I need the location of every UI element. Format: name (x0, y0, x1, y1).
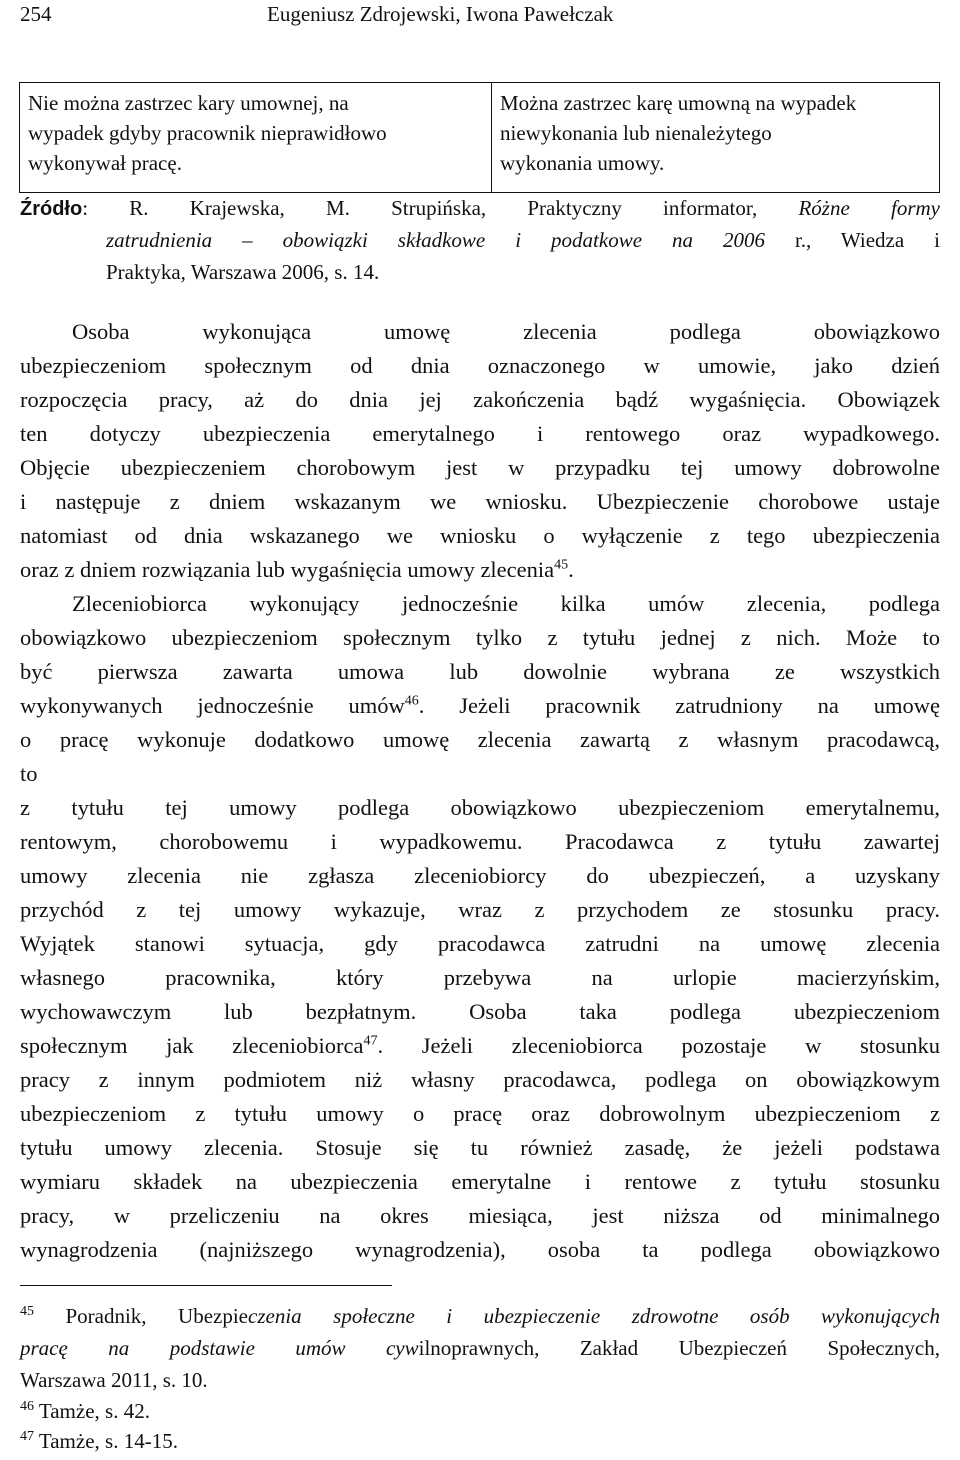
footnote-reference: 46 (404, 693, 419, 709)
body-line-text: . (568, 557, 574, 582)
running-head-authors: Eugeniusz Zdrojewski, Iwona Pawełczak (267, 2, 614, 26)
footnote-46 (20, 1396, 940, 1426)
cell-line: niewykonania lub nienależytego (500, 121, 772, 145)
footnote-text-italic: pracę na podstawie umów cyw (20, 1336, 419, 1360)
body-line (20, 1097, 940, 1131)
body-line-text: rozpoczęcia pracy, aż do dnia jej zakończenia bądź wygaśnięcia. Obowiązek (20, 387, 940, 412)
footnote-number: 46 (20, 1399, 34, 1414)
body-line (20, 1199, 940, 1233)
source-title-italic: Różne formy (798, 196, 940, 220)
body-line-text: społecznym jak zleceniobiorca (20, 1033, 364, 1058)
body-line-text: z tytułu tej umowy podlega obowiązkowo ubezpieczeniom emerytalnemu, (20, 795, 940, 820)
page-header (20, 0, 940, 30)
footnote-reference: 47 (363, 1033, 378, 1049)
body-line-text: . Jeżeli pracownik zatrudniony na umowę (418, 693, 940, 718)
body-line (20, 961, 940, 995)
footnote-text: Tamże, s. 42. (38, 1399, 150, 1423)
cell-line: Nie można zastrzec kary umownej, na (28, 91, 349, 115)
body-line (20, 519, 940, 553)
body-line (20, 927, 940, 961)
body-line (20, 655, 940, 689)
footnote-45-line-3: Warszawa 2011, s. 10. (20, 1368, 208, 1392)
body-line (20, 1063, 940, 1097)
body-line (20, 485, 940, 519)
body-line-text: Wyjątek stanowi sytuacja, gdy pracodawca zatrudni na umowę zlecenia (20, 931, 940, 956)
body-line-text: pracy z innym podmiotem niż własny pracodawca, podlega on obowiązkowym (20, 1067, 940, 1092)
body-line (20, 995, 940, 1029)
body-line (20, 1131, 940, 1165)
body-line (20, 1029, 940, 1063)
body-line (20, 723, 940, 757)
source-line-2 (20, 224, 940, 256)
source-text: : R. Krajewska, M. Strupińska, Praktyczny informator, (82, 196, 758, 220)
body-line (20, 383, 940, 417)
source-label: Źródło (20, 198, 83, 220)
body-line-text: ubezpieczeniom z tytułu umowy o pracę oraz dobrowolnym ubezpieczeniom z (20, 1101, 940, 1126)
body-line (20, 757, 940, 791)
footnote-separator (20, 1285, 392, 1286)
footnote-number: 45 (20, 1304, 34, 1319)
body-line-text: natomiast od dnia wskazanego we wniosku o wyłączenie z tego ubezpieczenia (20, 523, 940, 548)
footnote-text-italic: czenia społeczne i ubezpieczenie zdrowotne osób wykonujących (248, 1304, 940, 1328)
body-line (20, 1165, 940, 1199)
body-line (20, 621, 940, 655)
footnote-reference: 45 (554, 557, 569, 573)
body-line-text: wychowawczym lub bezpłatnym. Osoba taka podlega ubezpieczeniom (20, 999, 940, 1024)
body-line (20, 825, 940, 859)
body-line-text: . Jeżeli zleceniobiorca pozostaje w stosunku (377, 1033, 940, 1058)
table-cell-right (492, 83, 940, 193)
body-line-text: Zleceniobiorca wykonujący jednocześnie kilka umów zlecenia, podlega (72, 591, 940, 616)
cell-line: wykonywał pracę. (28, 151, 182, 175)
comparison-table (19, 82, 940, 193)
body-line-text: umowy zlecenia nie zgłasza zleceniobiorcy do ubezpieczeń, a uzyskany (20, 863, 940, 888)
table-cell-left (20, 83, 492, 193)
body-line-text: przychód z tej umowy wykazuje, wraz z przychodem ze stosunku pracy. (20, 897, 940, 922)
body-line-text: Objęcie ubezpieczeniem chorobowym jest w przypadku tej umowy dobrowolne (20, 455, 940, 480)
body-line-text: pracy, w przeliczeniu na okres miesiąca, jest niższa od minimalnego (20, 1203, 940, 1228)
footnote-45-line-1 (20, 1300, 940, 1332)
footnote-text: ilnoprawnych, Zakład Ubezpieczeń Społecznych, (418, 1336, 941, 1360)
body-line (20, 451, 940, 485)
footnote-number: 47 (20, 1429, 34, 1444)
body-line (20, 587, 940, 621)
body-line (20, 893, 940, 927)
body-line-text: ubezpieczeniom społecznym od dnia oznaczonego w umowie, jako dzień (20, 353, 940, 378)
cell-line: wykonania umowy. (500, 151, 665, 175)
body-line (20, 553, 940, 587)
footnote-47 (20, 1426, 940, 1456)
body-line-text: własnego pracownika, który przebywa na urlopie macierzyńskim, (20, 965, 940, 990)
body-line-text: oraz z dniem rozwiązania lub wygaśnięcia umowy zlecenia (20, 557, 555, 582)
body-line (20, 1233, 940, 1267)
footnote-text: Poradnik, Ubezpie (65, 1304, 249, 1328)
body-line (20, 417, 940, 451)
source-text: r., Wiedza i (794, 228, 940, 252)
body-line-text: wynagrodzenia (najniższego wynagrodzenia), osoba ta podlega obowiązkowo (20, 1237, 940, 1262)
body-paragraph (20, 315, 940, 1267)
footnote-text: Tamże, s. 14-15. (38, 1429, 178, 1453)
body-line-text: o pracę wykonuje dodatkowo umowę zlecenia zawartą z własnym pracodawcą, (20, 727, 940, 752)
body-line (20, 791, 940, 825)
source-title-italic: zatrudnienia – obowiązki składkowe i podatkowe na 2006 (106, 228, 765, 252)
body-line (20, 315, 940, 349)
cell-line: Można zastrzec karę umowną na wypadek (500, 91, 857, 115)
body-line-text: być pierwsza zawarta umowa lub dowolnie wybrana ze wszystkich (20, 659, 940, 684)
body-line (20, 859, 940, 893)
cell-line: wypadek gdyby pracownik nieprawidłowo (28, 121, 387, 145)
body-line-text: ten dotyczy ubezpieczenia emerytalnego i rentowego oraz wypadkowego. (20, 421, 940, 446)
body-line-text: wykonywanych jednocześnie umów (20, 693, 405, 718)
body-line-text: to (20, 761, 38, 786)
body-line (20, 349, 940, 383)
body-line-text: tytułu umowy zlecenia. Stosuje się tu również zasadę, że jeżeli podstawa (20, 1135, 940, 1160)
source-line-1 (20, 192, 940, 224)
body-line-text: Osoba wykonująca umowę zlecenia podlega obowiązkowo (72, 319, 940, 344)
page-number: 254 (20, 2, 52, 26)
body-line-text: wymiaru składek na ubezpieczenia emerytalne i rentowe z tytułu stosunku (20, 1169, 940, 1194)
source-line-3: Praktyka, Warszawa 2006, s. 14. (106, 260, 380, 284)
footnote-45-line-2 (20, 1332, 940, 1364)
body-line-text: i następuje z dniem wskazanym we wniosku. Ubezpieczenie chorobowe ustaje (20, 489, 940, 514)
table-row (20, 83, 940, 193)
body-line-text: obowiązkowo ubezpieczeniom społecznym tylko z tytułu jednej z nich. Może to (20, 625, 940, 650)
body-line (20, 689, 940, 723)
body-line-text: rentowym, chorobowemu i wypadkowemu. Pracodawca z tytułu zawartej (20, 829, 940, 854)
footnotes (20, 1300, 940, 1456)
source-citation (20, 192, 940, 288)
